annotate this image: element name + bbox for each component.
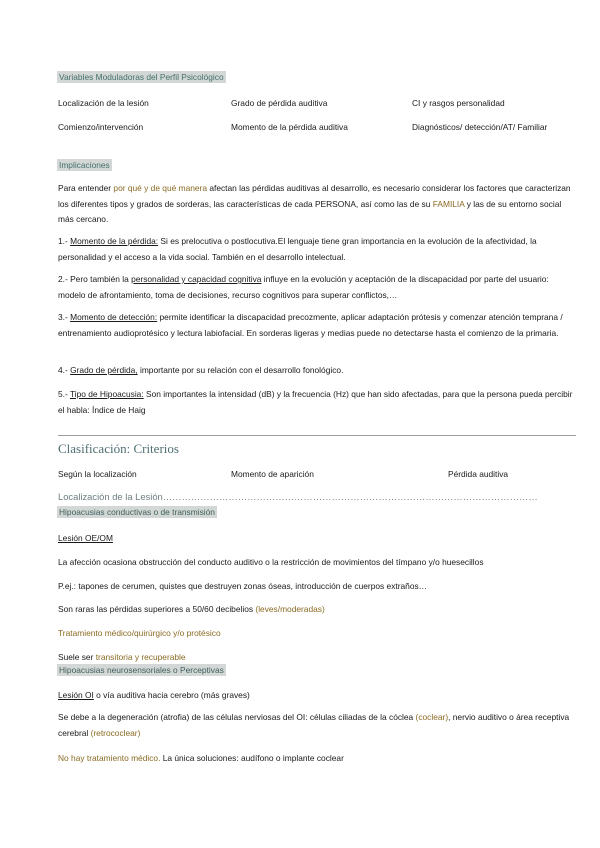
conductiva-ejemplo: P.ej.: tapones de cerumen, quistes que destruyen zonas óseas, introducción de cuerpos extraños… (58, 581, 428, 591)
section-heading-variables: Variables Moduladoras del Perfil Psicológico (59, 72, 224, 82)
neuro-degeneracion: Se debe a la degeneración (atrofia) de las células nerviosas del OI: células ciliadas de la cóclea (coclear), nervio auditivo o área receptiva cerebral (retrococlear) (58, 712, 570, 738)
heading-hipoacusias-neurosensoriales: Hipoacusias neurosensoriales o Perceptivas (59, 665, 224, 675)
point-5: 5.- Tipo de Hipoacusia: Son importantes la intensidad (dB) y la frecuencia (Hz) que han sido afectadas, para que la persona pueda percibir el habla: Índice de Haig (58, 389, 573, 415)
section-heading-implicaciones: Implicaciones (59, 160, 110, 170)
conductiva-tratamiento: Tratamiento médico/quirúrgico y/o protésico (58, 628, 221, 638)
neuro-tratamiento: No hay tratamiento médico. La única soluciones: audífono o implante coclear (58, 753, 344, 763)
variable-localizacion: Localización de la lesión (58, 98, 149, 108)
lesion-oi-line: Lesión OI o vía auditiva hacia cerebro (más graves) (58, 690, 250, 700)
variable-momento: Momento de la pérdida auditiva (231, 122, 348, 132)
variable-ci: CI y rasgos personalidad (412, 98, 505, 108)
criterio-perdida: Pérdida auditiva (448, 469, 509, 479)
heading-hipoacusias-conductivas: Hipoacusias conductivas o de transmisión (59, 507, 215, 517)
lesion-oe-om: Lesión OE/OM (58, 533, 113, 543)
section-divider (58, 435, 576, 436)
criterio-localizacion: Según la localización (58, 469, 137, 479)
point-3: 3.- Momento de detección: permite identificar la discapacidad precozmente, aplicar adaptación prótesis y comenzar atención temprana / entrenamiento audioprotésico y lectura labiofacial. En sorderas ligeras y medias puede no detectarse hasta el comienzo de la primaria. (58, 312, 563, 338)
point-4: 4.- Grado de pérdida, importante por su relación con el desarrollo fonológico. (58, 365, 344, 375)
conductiva-perdidas: Son raras las pérdidas superiores a 50/60 decibelios (leves/moderadas) (58, 604, 325, 614)
variable-grado: Grado de pérdida auditiva (231, 98, 328, 108)
variable-comienzo: Comienzo/intervención (58, 122, 144, 132)
point-1: 1.- Momento de la pérdida: Si es prelocutiva o postlocutiva.El lenguaje tiene gran importancia en la evolución de la afectividad, la personalidad y el acceso a la vida social. También en el desarrollo intelectual. (58, 236, 537, 262)
conductiva-transitoria: Suele ser transitoria y recuperable (58, 652, 186, 662)
intro-paragraph: Para entender por qué y de qué manera afectan las pérdidas auditivas al desarrollo, es necesario considerar los factores que caracterizan los diferentes tipos y grados de sorderas, las características de cada PERSONA, así como las de su FAMILIA y las de su entorno social más cercano. (58, 183, 571, 224)
conductiva-afeccion: La afección ocasiona obstrucción del conducto auditivo o la restricción de movimientos del tímpano y/o huesecillos (58, 557, 484, 567)
subheading-localizacion-lesion: Localización de la Lesión………………………………………………………………………………………………………… (58, 491, 538, 502)
criterio-momento: Momento de aparición (231, 469, 314, 479)
variable-diagnosticos: Diagnósticos/ detección/AT/ Familiar (412, 122, 548, 132)
point-2: 2.- Pero también la personalidad y capacidad cognitiva influye en la evolución y aceptación de la discapacidad por parte del usuario: modelo de afrontamiento, toma de decisiones, recurso cognitivos para superar conflictos,… (58, 274, 549, 300)
section-heading-clasificacion: Clasificación: Criterios (58, 441, 179, 456)
